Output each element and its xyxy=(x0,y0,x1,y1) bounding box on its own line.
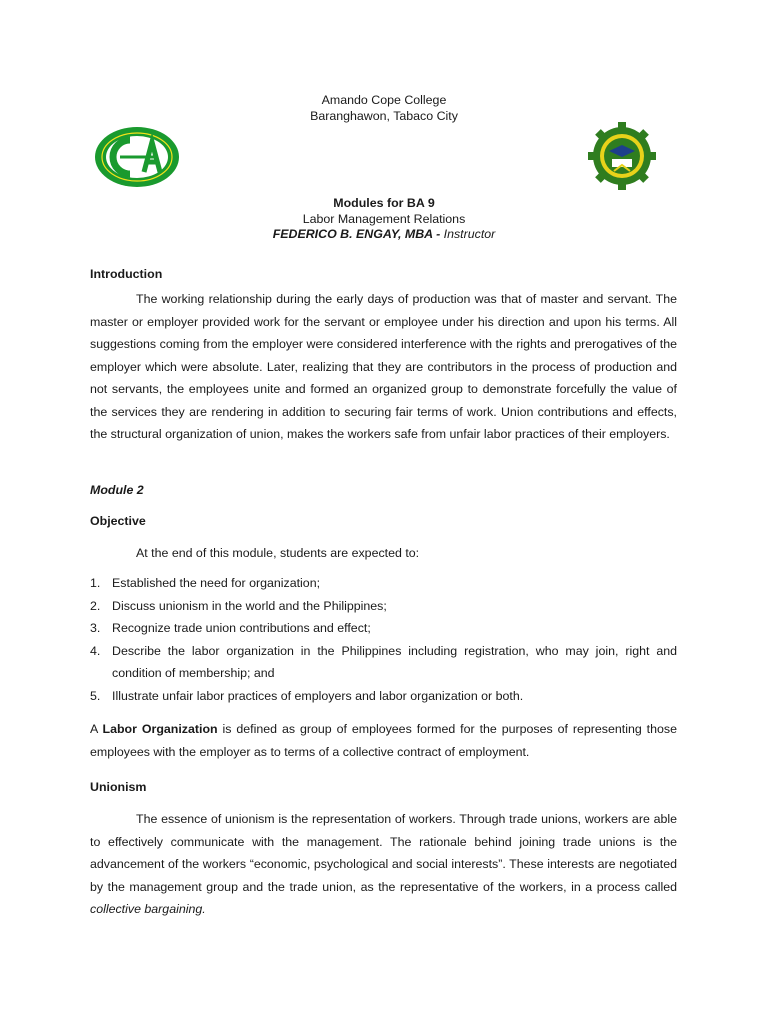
module-label: Module 2 xyxy=(90,483,144,497)
labor-organization-term: Labor Organization xyxy=(102,722,218,736)
introduction-heading: Introduction xyxy=(90,267,163,281)
objectives-list xyxy=(90,572,677,707)
instructor-role: Instructor xyxy=(443,227,496,241)
unionism-paragraph: The essence of unionism is the representation of workers. Through trade unions, workers are able to effectively communicate with the management. The rationale behind joining trade unions is the advancement of the workers “economic, psychological and social interests”. These interests are negotiated by the management group and the trade union, as the representative of the workers, in a process called collective bargaining. xyxy=(90,812,677,916)
module-instructor xyxy=(0,226,768,242)
college-seal-icon xyxy=(94,126,180,188)
instructor-name: FEDERICO B. ENGAY, MBA - xyxy=(272,227,441,241)
module-title: Modules for BA 9 xyxy=(333,196,435,210)
module-subject: Labor Management Relations xyxy=(302,212,466,226)
list-item: 1. Established the need for organization; xyxy=(90,576,321,590)
objective-lead: At the end of this module, students are expected to: xyxy=(136,546,420,560)
business-department-gear-seal-icon xyxy=(587,121,657,191)
list-item: 4. Describe the labor organization in the Philippines including registration, who may join, right and condition of membership; and xyxy=(90,643,677,680)
college-name: Amando Cope College xyxy=(321,93,447,107)
labor-organization-paragraph: A Labor Organization is defined as group of employees formed for the purposes of representing those employees with the employer as to terms of a collective contract of employment. xyxy=(90,722,677,759)
unionism-heading: Unionism xyxy=(90,780,147,794)
objective-heading: Objective xyxy=(90,514,146,528)
introduction-paragraph: The working relationship during the early days of production was that of master and servant. The master or employer provided work for the servant or employee under his direction and upon his terms. All suggestions coming from the employer were considered interference with the rights and prerogatives of the employer which were absolute. Later, realizing that they are contributors in the process of production and not servants, the employees unite and formed an organized group to demonstrate forcefully the value of the services they are rendering in addition to securing fair terms of work. Union contributions and effects, the structural organization of union, makes the workers safe from unfair labor practices of their employers. xyxy=(90,292,677,441)
list-item: 2. Discuss unionism in the world and the Philippines; xyxy=(90,598,387,613)
college-address: Baranghawon, Tabaco City xyxy=(310,109,458,123)
collective-bargaining-term: collective bargaining. xyxy=(90,902,206,916)
list-item: 3. Recognize trade union contributions and effect; xyxy=(90,621,371,635)
list-item: 5. Illustrate unfair labor practices of employers and labor organization or both. xyxy=(90,688,524,703)
